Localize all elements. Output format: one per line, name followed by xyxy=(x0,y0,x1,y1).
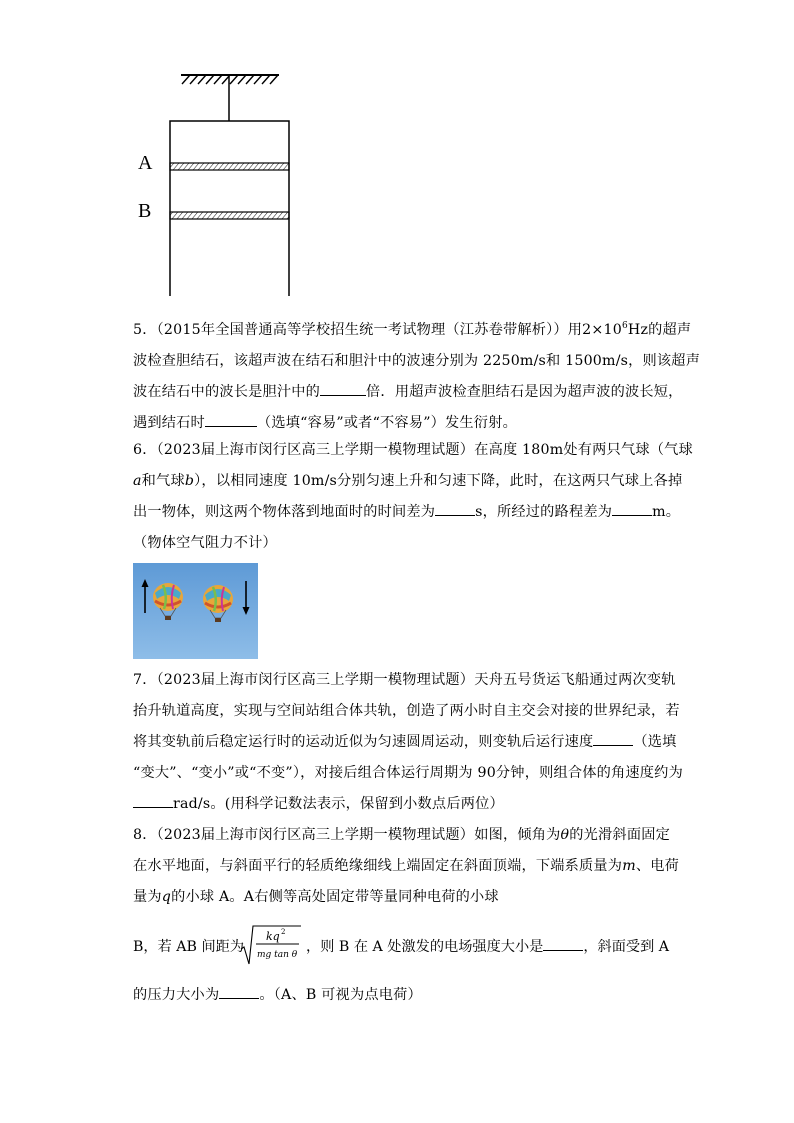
balloons-photo xyxy=(133,563,258,659)
question-5: 5．（2015年全国普通高等学校招生统一考试物理（江苏卷带解析））用$2\times 10^6Hz$的超声 波检查胆结石，该超声波在结石和胆汁中的波速分别为 2250m/s和 1500m/s，则该超声 波在结石中的波长是胆汁中的 倍．用超声波检查胆结石是因为超声波的波长短， 遇到结石时 （选填“容易”或者“不容易”）发生衍射。 xyxy=(133,321,701,431)
answer-blank[interactable] xyxy=(435,501,475,516)
answer-blank[interactable] xyxy=(612,501,652,516)
answer-blank[interactable] xyxy=(593,731,633,746)
radical-formula xyxy=(239,922,303,966)
question-8-formula-line: B，若 AB 间距为 kq 2 mg tan θ ，则 B 在 A 处激发的电场强度大小是 ，斜面受到 A xyxy=(133,922,693,972)
answer-blank[interactable] xyxy=(219,984,259,999)
formula-denominator: mg tan θ xyxy=(257,950,298,960)
answer-blank[interactable] xyxy=(320,381,366,396)
piston-label-b: B xyxy=(138,200,152,222)
answer-blank[interactable] xyxy=(133,793,173,808)
question-6: 6．（2023届上海市闵行区高三上学期一模物理试题）在高度 180m处有两只气球（气球 a和气球b），以相同速度 10m/s分别匀速上升和匀速下降，此时，在这两只气球上各掉 出一物体，则这两个物体落到地面时的时间差为 s，所经过的路程差为 m。 （物体空气阻力不计） xyxy=(133,442,693,551)
question-7: 7．（2023届上海市闵行区高三上学期一模物理试题）天舟五号货运飞船通过两次变轨 抬升轨道高度，实现与空间站组合体共轨，创造了两小时自主交会对接的世界纪录，若 将其变轨前后稳定运行时的运动近似为匀速圆周运动，则变轨后运行速度 （选填 “变大”、“变小”或“不变”），对接后组合体运行周期为 90分钟，则组合体的角速度约为 rad/s。(用科学记数法表示，保留到小数点后两位） xyxy=(133,672,683,812)
question-8: 8．（2023届上海市闵行区高三上学期一模物理试题）如图，倾角为θ的光滑斜面固定 在水平地面，与斜面平行的轻质绝缘细线上端固定在斜面顶端，下端系质量为m、电荷 量为q的小球 A。A右侧等高处固定带等量同种电荷的小球 xyxy=(133,827,680,905)
answer-blank[interactable] xyxy=(205,412,257,427)
formula-numerator: kq xyxy=(266,930,280,943)
piston-cylinder-figure xyxy=(130,66,300,300)
formula-superscript: 2 xyxy=(281,928,286,936)
answer-blank[interactable] xyxy=(543,936,583,951)
piston-label-a: A xyxy=(138,152,153,174)
question-8-last-line: 的压力大小为 。（A、B 可视为点电荷） xyxy=(133,980,673,1011)
